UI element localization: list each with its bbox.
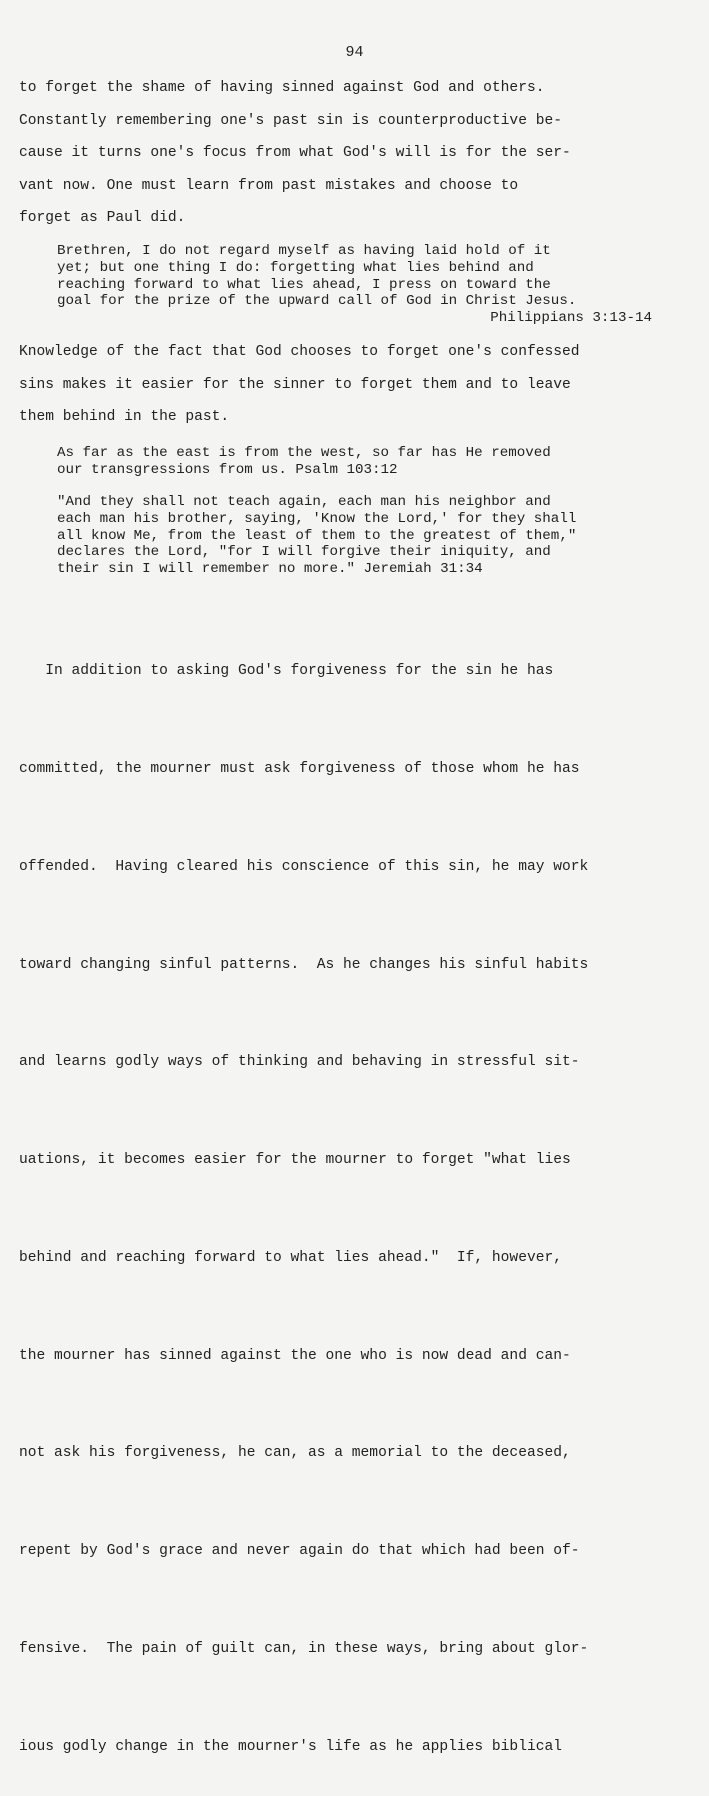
scripture-reference: Philippians 3:13-14 [490, 310, 652, 327]
page-number: 94 [345, 44, 364, 61]
text-line: to forget the shame of having sinned against God and others. [19, 80, 545, 96]
quote-line: declares the Lord, "for I will forgive their iniquity, and [57, 544, 551, 561]
quote-line: reaching forward to what lies ahead, I press on toward the [57, 276, 551, 293]
text-line: cause it turns one's focus from what God's will is for the ser- [19, 145, 571, 162]
quote-line: As far as the east is from the west, so far has He removed [57, 445, 551, 461]
text-line: ious godly change in the mourner's life as he applies biblical [19, 1738, 562, 1755]
quote-line: each man his brother, saying, 'Know the Lord,' for they shall [57, 510, 577, 527]
text-line: vant now. One must learn from past mistakes and choose to [19, 177, 519, 194]
text-line: toward changing sinful patterns. As he changes his sinful habits [19, 956, 589, 973]
text-line: offended. Having cleared his conscience of this sin, he may work [19, 858, 589, 875]
paragraph-forget-shame [19, 72, 699, 235]
block-quote-philippians [57, 243, 697, 327]
text-line: and learns godly ways of thinking and behaving in stressful sit- [19, 1054, 580, 1071]
text-line: fensive. The pain of guilt can, in these ways, bring about glor- [19, 1641, 589, 1657]
block-quote-jeremiah [57, 494, 697, 578]
quote-line: goal for the prize of the upward call of God in Christ Jesus. [57, 293, 577, 310]
quote-line: "And they shall not teach again, each man his neighbor and [57, 494, 551, 510]
text-line: uations, it becomes easier for the mourner to forget "what lies [19, 1152, 571, 1169]
text-line: behind and reaching forward to what lies ahead." If, however, [19, 1249, 562, 1266]
text-line: not ask his forgiveness, he can, as a memorial to the deceased, [19, 1445, 571, 1462]
paragraph-forgiveness [19, 590, 699, 1796]
quote-line: our transgressions from us. Psalm 103:12 [57, 461, 398, 478]
quote-line: Brethren, I do not regard myself as having laid hold of it [57, 243, 551, 259]
quote-line: all know Me, from the least of them to the greatest of them," [57, 527, 577, 544]
text-line: Knowledge of the fact that God chooses to forget one's confessed [19, 344, 580, 360]
block-quote-psalm [57, 445, 697, 479]
quote-line: their sin I will remember no more." Jeremiah 31:34 [57, 561, 483, 578]
quote-line: yet; but one thing I do: forgetting what lies behind and [57, 259, 534, 276]
text-line: sins makes it easier for the sinner to forget them and to leave [19, 376, 571, 393]
text-line: committed, the mourner must ask forgiveness of those whom he has [19, 760, 580, 777]
text-line: In addition to asking God's forgiveness for the sin he has [19, 663, 554, 680]
text-line: the mourner has sinned against the one who is now dead and can- [19, 1347, 571, 1364]
text-line: repent by God's grace and never again do that which had been of- [19, 1543, 580, 1560]
paragraph-knowledge [19, 336, 699, 434]
text-line: forget as Paul did. [19, 210, 186, 227]
text-line: Constantly remembering one's past sin is counterproductive be- [19, 112, 562, 129]
text-line: them behind in the past. [19, 409, 230, 426]
